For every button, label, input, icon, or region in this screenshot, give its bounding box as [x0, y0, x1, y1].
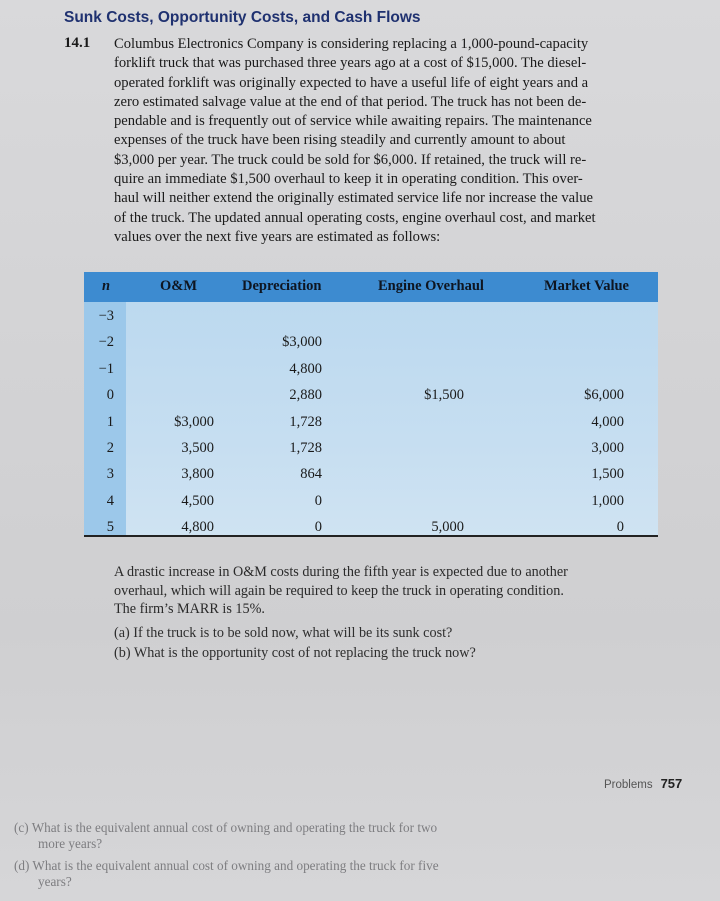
cell-om: 4,800: [181, 519, 214, 536]
cell-om: $3,000: [174, 413, 214, 430]
problem-line: Columbus Electronics Company is considering replacing a 1,000-pound-capacity: [114, 36, 589, 52]
cell-om: 3,800: [181, 466, 214, 483]
footer-label: Problems: [604, 779, 653, 791]
question-d: [14, 858, 439, 890]
cell-engine-overhaul: 5,000: [431, 519, 464, 536]
table-body: [84, 302, 658, 535]
question-c-line: more years?: [38, 836, 103, 851]
cell-depreciation: 1,728: [289, 440, 322, 456]
problem-line: expenses of the truck have been rising steadily and currently amount to about: [114, 132, 566, 149]
follow-up-text: [114, 563, 679, 619]
header-market-value: Market Value: [544, 278, 629, 294]
cell-market-value: 1,000: [591, 492, 624, 509]
cell-om: 3,500: [181, 440, 214, 456]
question-a: (a) If the truck is to be sold now, what will be its sunk cost?: [114, 625, 453, 641]
cell-n: −3: [98, 308, 114, 324]
cell-om: 4,500: [181, 492, 214, 509]
section-title: Sunk Costs, Opportunity Costs, and Cash Flows: [64, 9, 421, 26]
cell-market-value: 4,000: [591, 413, 624, 430]
problem-line: of the truck. The updated annual operating costs, engine overhaul cost, and market: [114, 209, 596, 226]
cell-market-value: $6,000: [584, 387, 624, 404]
cell-depreciation: 4,800: [289, 360, 322, 377]
question-d-line: years?: [38, 874, 72, 889]
problem-line: pendable and is frequently out of service while awaiting repairs. The maintenance: [114, 113, 592, 130]
follow-up-line: The firm’s MARR is 15%.: [114, 601, 265, 617]
cell-n: 1: [106, 413, 114, 430]
problem-line: haul will neither extend the originally estimated service life nor increase the value: [114, 190, 593, 207]
follow-up-line: overhaul, which will again be required to keep the truck in operating condition.: [114, 582, 564, 599]
page-number: 757: [660, 776, 683, 791]
question-b: (b) What is the opportunity cost of not replacing the truck now?: [114, 645, 476, 661]
problem-line: quire an immediate $1,500 overhaul to keep it in operating condition. This over-: [114, 171, 583, 188]
cell-n: 2: [106, 440, 114, 456]
problem-line: $3,000 per year. The truck could be sold for $6,000. If retained, the truck will re-: [114, 151, 587, 168]
cell-n: 3: [106, 466, 114, 483]
question-d-line: (d) What is the equivalent annual cost of owning and operating the truck for five: [14, 858, 439, 873]
problem-line: operated forklift was originally expected to have a useful life of eight years and a: [114, 74, 589, 91]
cell-n: −2: [98, 334, 114, 351]
page-footer: [604, 776, 682, 791]
question-c: [14, 820, 437, 852]
problem-text: [114, 35, 679, 247]
problem-number: 14.1: [64, 35, 91, 51]
cost-table: [84, 272, 658, 538]
cell-n: 5: [106, 519, 114, 536]
follow-up-line: A drastic increase in O&M costs during the fifth year is expected due to another: [114, 564, 568, 580]
cell-n: −1: [98, 360, 114, 377]
cell-market-value: 0: [616, 519, 624, 536]
table-bottom-rule: [84, 535, 658, 537]
cell-depreciation: 2,880: [289, 387, 322, 404]
cell-n: 4: [106, 492, 114, 509]
cell-depreciation: 864: [300, 466, 322, 483]
cell-market-value: 1,500: [591, 466, 624, 483]
header-n: n: [102, 278, 111, 294]
problem-line: forklift truck that was purchased three years ago at a cost of $15,000. The diesel-: [114, 55, 587, 72]
header-om: O&M: [160, 278, 198, 294]
cell-market-value: 3,000: [591, 440, 624, 456]
table-header: [84, 272, 658, 302]
cell-depreciation: 1,728: [289, 413, 322, 430]
problem-line: zero estimated salvage value at the end of that period. The truck has not been de-: [114, 93, 587, 110]
cell-depreciation: 0: [314, 492, 322, 509]
cell-depreciation: $3,000: [282, 334, 322, 351]
cell-engine-overhaul: $1,500: [424, 387, 464, 404]
header-depreciation: Depreciation: [242, 278, 322, 294]
question-c-line: (c) What is the equivalent annual cost of owning and operating the truck for two: [14, 820, 438, 835]
cell-n: 0: [106, 387, 114, 404]
problem-line: values over the next five years are estimated as follows:: [114, 228, 441, 245]
header-engine-overhaul: Engine Overhaul: [378, 278, 484, 294]
cell-depreciation: 0: [314, 519, 322, 536]
